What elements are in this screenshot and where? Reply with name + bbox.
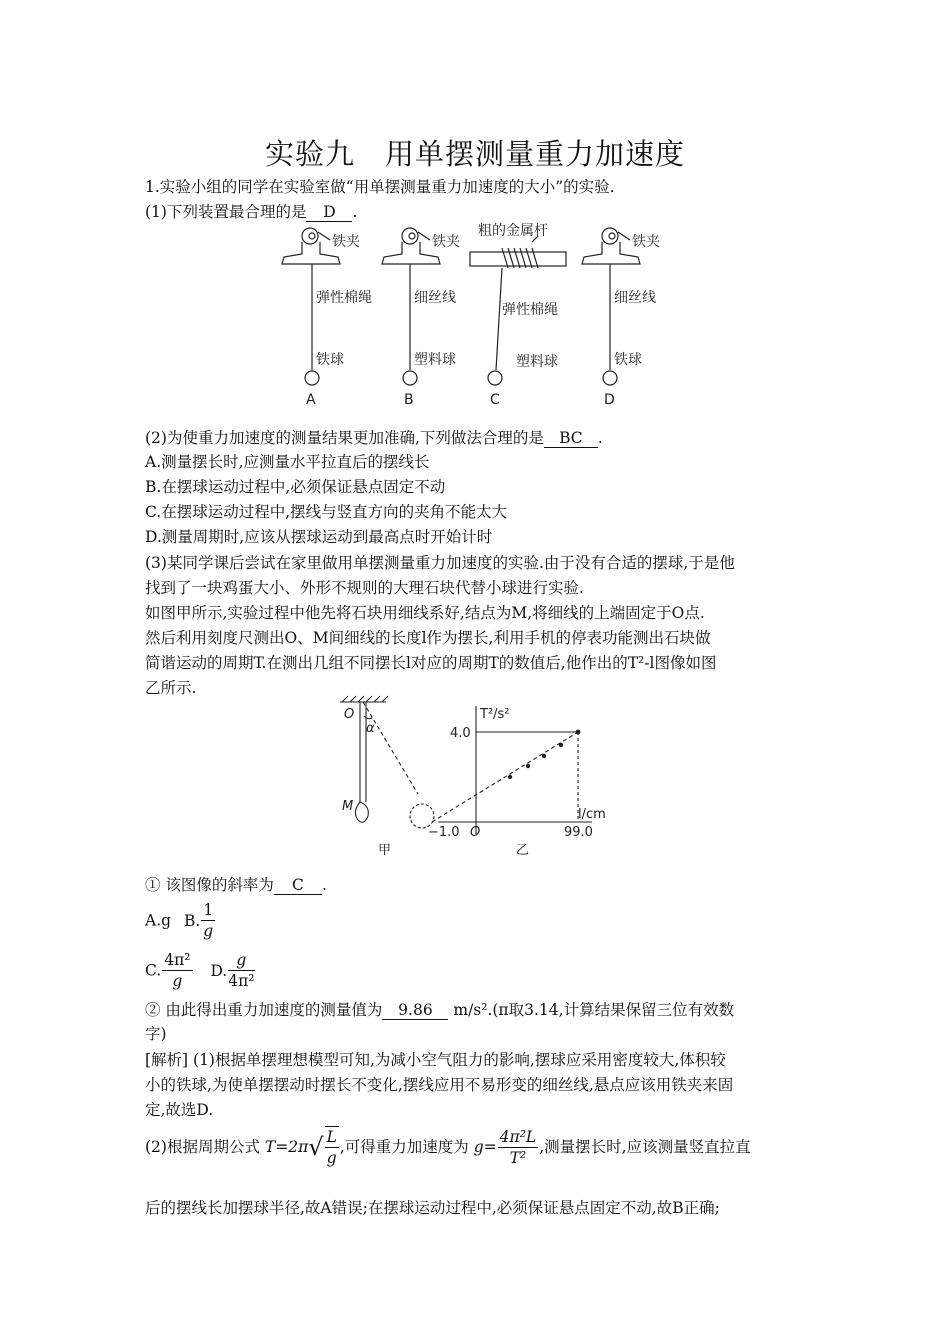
part2-question: (2)为使重力加速度的测量结果更加准确,下列做法合理的是 BC .	[145, 429, 603, 447]
clamp-label-d: 铁夹	[632, 234, 660, 250]
part3-line-4: 然后利用刻度尺测出O、M间细线的长度l作为摆长,利用手机的停表功能测出石块做	[145, 629, 711, 647]
part3-line-1: (3)某同学课后尝试在家里做用单摆测量重力加速度的实验.由于没有合适的摆球,于是他	[145, 554, 735, 572]
option-a: A.测量摆长时,应测量水平拉直后的摆线长	[145, 453, 430, 471]
x-tick-origin: O	[470, 825, 481, 840]
x-tick-neg: −1.0	[428, 825, 460, 840]
option-a1: A.g	[145, 911, 172, 930]
option-c: C.在摆球运动过程中,摆线与竖直方向的夹角不能太大	[145, 503, 508, 521]
ball-label-a: 铁球	[316, 352, 344, 368]
figure-yi-label: 乙	[516, 843, 530, 858]
thread-label-d: 细丝线	[614, 290, 656, 306]
x-tick-max: 99.0	[564, 825, 593, 840]
g-formula-fraction: $\frac{\text{4π²L}}{\text{T²}}$	[499, 1127, 537, 1167]
clamp-label-a: 铁夹	[332, 234, 360, 250]
elastic-label-c: 弹性棉绳	[502, 302, 558, 318]
option-label-d: D	[604, 392, 615, 408]
sub2-question-cont: 字)	[145, 1025, 167, 1043]
point-o-label: O	[344, 707, 355, 722]
thread-label-b: 细丝线	[414, 290, 456, 306]
analysis-line-2: 小的铁球,为使单摆摆动时摆长不变化,摆线应用不易形变的细丝线,悬点应该用铁夹来固	[145, 1076, 734, 1094]
y-tick-4: 4.0	[450, 726, 471, 741]
option-d: D.测量周期时,应该从摆球运动到最高点时开始计时	[145, 528, 493, 546]
apparatus-figure	[270, 222, 710, 412]
analysis-line-3: 定,故选D.	[145, 1101, 214, 1119]
option-b1-fraction: $\frac{1}{g}$	[203, 901, 214, 940]
part3-line-3: 如图甲所示,实验过程中他先将石块用细线系好,结点为M,将细线的上端固定于O点.	[145, 604, 705, 622]
part3-line-5: 简谐运动的周期T.在测出几组不同摆长l对应的周期T的数值后,他作出的T²-l图像如图	[145, 654, 717, 672]
pendulum-graph-figure	[330, 694, 630, 864]
analysis-formula-line: (2)根据周期公式 T=2π√ $\frac{L}{g}$ ,可得重力加速度为 g= $\frac{\text{4π²L}}{\text{T²}}$ ,测量摆长时,应该测量竖直拉直	[145, 1127, 751, 1167]
analysis-line-5: 后的摆线长加摆球半径,故A错误;在摆球运动过程中,必须保证悬点固定不动,故B正确;	[145, 1199, 720, 1217]
sub2-answer: 9.86	[382, 1001, 448, 1020]
sub1-options-cd: C. $\frac{\text{4π²}}{g}$ D. $\frac{g}{\text{4π²}}$	[145, 951, 255, 990]
part1-question: (1)下列装置最合理的是 D .	[145, 203, 358, 221]
ball-label-b: 塑料球	[414, 352, 456, 368]
option-c1-fraction: $\frac{\text{4π²}}{g}$	[164, 951, 191, 990]
y-axis-label: T²/s²	[480, 707, 510, 722]
question-intro: 1.实验小组的同学在实验室做“用单摆测量重力加速度的大小”的实验.	[145, 178, 615, 196]
point-m-label: M	[342, 799, 354, 814]
elastic-label-a: 弹性棉绳	[316, 290, 372, 306]
part3-line-6: 乙所示.	[145, 679, 197, 697]
analysis-line-1: [解析] (1)根据单摆理想模型可知,为减小空气阻力的影响,摆球应采用密度较大,体积较	[145, 1051, 726, 1069]
sub2-question: ② 由此得出重力加速度的测量值为 9.86 m/s².(π取3.14,计算结果保留三位有效数	[145, 1001, 735, 1019]
option-b: B.在摆球运动过程中,必须保证悬点固定不动	[145, 478, 446, 496]
x-axis-label: l/cm	[578, 807, 606, 822]
sub1-options-ab: A.g B. $\frac{1}{g}$	[145, 901, 214, 940]
page-title: 实验九 用单摆测量重力加速度	[264, 137, 685, 171]
option-label-c: C	[490, 392, 500, 408]
ball-label-d: 铁球	[614, 352, 642, 368]
sub1-answer: C	[274, 876, 322, 895]
part2-answer: BC	[544, 429, 598, 448]
part1-answer: D	[306, 203, 352, 222]
ball-label-c: 塑料球	[516, 354, 558, 370]
sub1-question: ① 该图像的斜率为 C .	[145, 876, 327, 894]
angle-label: α	[366, 721, 375, 736]
figure-jia-label: 甲	[378, 843, 392, 858]
option-label-a: A	[306, 392, 316, 408]
option-d1-fraction: $\frac{g}{\text{4π²}}$	[228, 951, 255, 990]
rod-label: 粗的金属杆	[478, 223, 548, 239]
option-label-b: B	[404, 392, 414, 408]
part3-line-2: 找到了一块鸡蛋大小、外形不规则的大理石块代替小球进行实验.	[145, 579, 584, 597]
clamp-label-b: 铁夹	[432, 234, 460, 250]
